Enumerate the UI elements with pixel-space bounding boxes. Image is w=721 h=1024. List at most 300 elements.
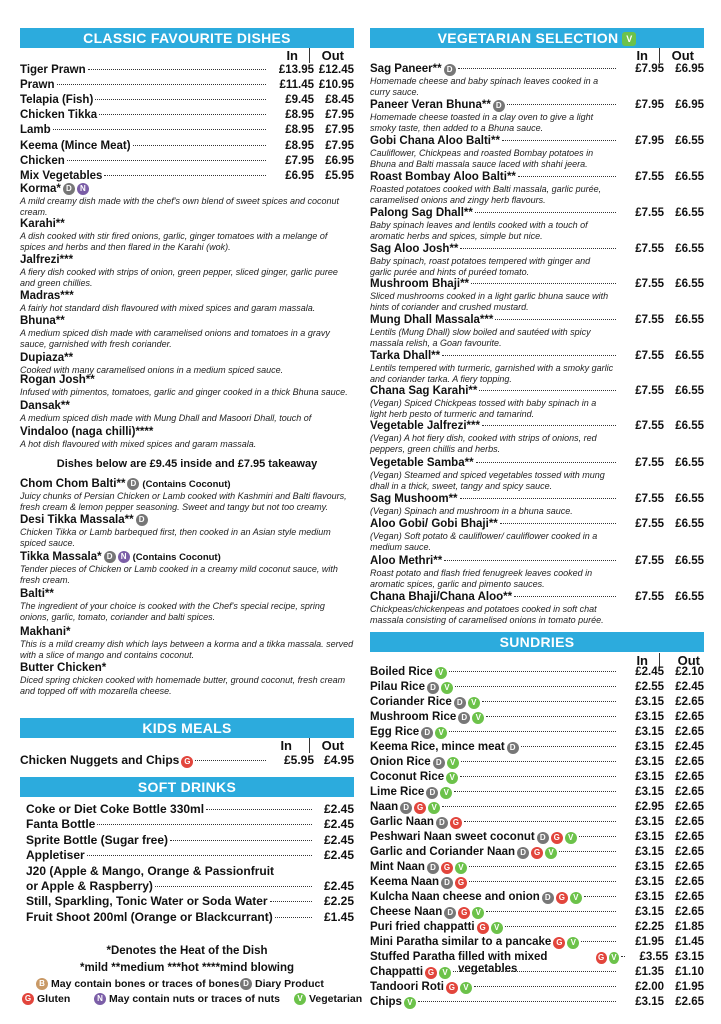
price-in: £3.15 — [635, 786, 664, 798]
menu-item-row — [20, 124, 354, 136]
dish-desc: A mild creamy dish made with the chef's own blend of sweet spices and coconut cream. — [20, 196, 340, 217]
price-out: £10.95 — [318, 79, 354, 92]
dish-block — [20, 374, 354, 398]
dot-leader — [482, 425, 616, 426]
menu-item-row — [20, 155, 354, 167]
dish-name — [20, 352, 354, 365]
item-name: Chappatti — [370, 966, 424, 978]
veg-dish-row — [370, 350, 704, 363]
dairy-icon: D — [542, 892, 554, 904]
item-name: Garlic and Coriander Naan — [370, 846, 516, 858]
veg-dish-desc: Lentils tempered with turmeric, garnished with a smoky garlic and coriander tarka. A fiery topping. — [370, 363, 614, 384]
dot-leader — [476, 462, 616, 463]
drink-row — [26, 802, 354, 816]
menu-item-row — [20, 64, 354, 76]
price-out: £3.15 — [675, 951, 704, 963]
drink-price: £2.25 — [323, 894, 354, 909]
item-note: similar to a pancake — [441, 936, 552, 948]
dish-name — [20, 478, 354, 491]
dish-desc: Chicken Tikka or Lamb barbequed first, then cooked in an Asian style medium spiced sauce. — [20, 527, 331, 548]
dish-desc: A hot dish flavoured with mixed spices and garam massala. — [20, 439, 257, 449]
dot-leader — [471, 283, 616, 284]
menu-item-row — [370, 906, 704, 919]
dot-leader — [507, 104, 616, 105]
vegetarian-icon: V — [570, 892, 582, 904]
price-out: £6.55 — [675, 350, 704, 362]
legend-text: May contain nuts or traces of nuts — [109, 993, 280, 1005]
veg-dish-name: Palong Sag Dhall** — [370, 207, 473, 219]
gluten-icon: G — [556, 892, 568, 904]
price-out: £8.45 — [325, 94, 354, 107]
dish-name — [20, 315, 354, 328]
veg-banner — [370, 28, 704, 48]
price-in: £3.15 — [635, 816, 664, 828]
price-out: £2.65 — [675, 891, 704, 903]
dish-title: Balti** — [20, 588, 54, 600]
item-name: Mix Vegetables — [20, 169, 103, 182]
dot-leader — [474, 986, 616, 987]
gluten-icon: G — [450, 817, 462, 829]
item-note: mince meat — [441, 741, 505, 753]
dairy-icon: D — [427, 862, 439, 874]
veg-dish-desc: (Vegan) Spinach and mushroom in a bhuna sauce. — [370, 506, 573, 516]
price-out: £2.65 — [675, 711, 704, 723]
veg-dish-desc: Homemade cheese and baby spinach leaves cooked in a curry sauce. — [370, 76, 599, 97]
price-out: £6.55 — [675, 207, 704, 219]
price-in: £3.15 — [635, 996, 664, 1008]
dairy-icon: D — [426, 787, 438, 799]
gluten-icon: G — [446, 982, 458, 994]
legend-item — [20, 993, 70, 1005]
gluten-icon: G — [414, 802, 426, 814]
veg-dish — [370, 207, 704, 241]
price-in: £1.35 — [635, 966, 664, 978]
out-header: Out — [677, 653, 700, 668]
menu-item-row — [20, 109, 354, 121]
veg-dish — [370, 314, 704, 348]
drink-price: £2.45 — [323, 879, 354, 893]
dot-leader — [505, 926, 616, 927]
veg-dish-name: Sag Mushoom** — [370, 493, 458, 505]
vegetarian-icon: V — [440, 787, 452, 799]
price-out: £12.45 — [318, 64, 354, 76]
dish-title: Desi Tikka Massala** — [20, 514, 134, 527]
item-note: fried chappatti — [395, 921, 475, 933]
out-header: Out — [671, 48, 694, 63]
drink-name: or Apple & Raspberry) — [26, 879, 153, 893]
dot-leader — [155, 886, 312, 887]
price-out: £6.55 — [675, 314, 704, 326]
drink-name: Sprite Bottle (Sugar free) — [26, 832, 169, 847]
item-name: Lamb — [20, 124, 51, 137]
price-in: £3.15 — [635, 906, 664, 918]
price-in: £8.95 — [285, 109, 314, 122]
gluten-icon: G — [531, 847, 543, 859]
drinks-title: SOFT DRINKS — [137, 779, 237, 795]
dish-title: Dupiaza** — [20, 352, 74, 364]
veg-dish — [370, 63, 704, 97]
price-in: £7.55 — [635, 591, 664, 603]
veg-dish — [370, 278, 704, 312]
heat-key: *mild **medium ***hot ****mind blowing — [79, 962, 295, 974]
menu-item-row — [370, 996, 704, 1009]
dairy-icon: D — [421, 727, 433, 739]
veg-dish-name: Paneer Veran Bhuna** — [370, 99, 491, 111]
price-in: £3.15 — [635, 876, 664, 888]
price-out: £1.45 — [675, 936, 704, 948]
vegetarian-icon: V — [472, 712, 484, 724]
dairy-icon: D — [127, 478, 139, 490]
vegetarian-icon: V — [294, 993, 306, 1005]
price-out: £6.95 — [325, 154, 354, 167]
price-out: £2.45 — [675, 681, 704, 693]
vegetarian-icon: V — [447, 757, 459, 769]
dish-name — [20, 400, 354, 413]
dot-leader — [460, 498, 616, 499]
dish-title: Butter Chicken* — [20, 662, 107, 674]
price-out: £1.10 — [675, 966, 704, 978]
gluten-icon: G — [441, 862, 453, 874]
veg-dish-desc: Roast potato and flash fried fenugreek leaves cooked in aromatic spices, garlic and pimento sauces. — [370, 568, 593, 589]
veg-dish-row — [370, 493, 704, 506]
dairy-icon: D — [444, 64, 456, 76]
dairy-icon: D — [444, 907, 456, 919]
veg-dish-desc: Homemade cheese toasted in a clay oven to give a light smoky taste, then added to a Bhuna sauce. — [370, 112, 594, 133]
dot-leader — [133, 145, 266, 146]
price-in: £3.15 — [635, 711, 664, 723]
menu-item-row — [370, 681, 704, 694]
drink-row — [26, 894, 354, 908]
price-in: £9.45 — [285, 94, 314, 107]
vegetarian-icon: V — [609, 952, 620, 964]
price-out: £6.95 — [675, 63, 704, 75]
menu-item-row — [20, 170, 354, 182]
item-name: Tiger Prawn — [20, 64, 86, 76]
price-in: £7.55 — [635, 171, 664, 183]
menu-item-row — [370, 876, 704, 889]
dot-leader — [275, 917, 312, 918]
dairy-icon: D — [136, 514, 148, 526]
dairy-icon: D — [63, 183, 75, 195]
dish-block — [20, 352, 354, 376]
legend-text: Gluten — [37, 993, 71, 1005]
veg-dish-desc: (Vegan) Spiced Chickpeas tossed with baby spinach in a light herb pesto of turmeric and tamarind. — [370, 398, 597, 419]
gluten-icon: G — [181, 756, 193, 768]
gluten-icon: G — [477, 922, 489, 934]
dish-desc: A medium spiced dish made with Mung Dhall and Masoori Dhall, touch of — [20, 413, 312, 423]
veg-dish — [370, 420, 704, 454]
dot-leader — [464, 821, 616, 822]
dot-leader — [67, 160, 266, 161]
dairy-icon: D — [433, 757, 445, 769]
gluten-icon: G — [551, 832, 563, 844]
price-out: £2.65 — [675, 816, 704, 828]
vegetarian-icon: V — [404, 997, 416, 1009]
dish-title: Vindaloo (naga chilli)**** — [20, 426, 154, 438]
dot-leader — [444, 560, 616, 561]
price-out: £6.55 — [675, 591, 704, 603]
veg-dish-row — [370, 591, 704, 604]
dot-leader — [495, 319, 616, 320]
drink-price: £2.45 — [323, 802, 354, 816]
menu-item-row — [20, 140, 354, 152]
dot-leader — [104, 175, 266, 176]
price-in: £7.55 — [635, 314, 664, 326]
price-out: £6.55 — [675, 171, 704, 183]
price-in: £8.95 — [285, 139, 314, 152]
dish-name — [20, 662, 354, 675]
menu-item-row — [370, 786, 704, 799]
vegetarian-icon: V — [545, 847, 557, 859]
dish-title: Dansak** — [20, 400, 70, 412]
item-name: Peshwari Naan — [370, 831, 452, 843]
price-out: £2.65 — [675, 756, 704, 768]
drink-price: £1.45 — [323, 909, 354, 924]
veg-dish-row — [370, 135, 704, 148]
price-out: £2.45 — [675, 741, 704, 753]
price-out: £2.65 — [675, 696, 704, 708]
dot-leader — [95, 99, 266, 100]
dot-leader — [97, 824, 312, 825]
dish-title: Madras*** — [20, 290, 74, 302]
dish-name — [20, 626, 354, 639]
dot-leader — [500, 523, 616, 524]
price-in: £7.55 — [635, 457, 664, 469]
in-header: In — [286, 48, 298, 63]
price-out: £2.65 — [675, 726, 704, 738]
vegetarian-icon: V — [622, 32, 636, 46]
veg-dish-name: Chana Bhaji/Chana Aloo** — [370, 591, 513, 603]
legend-text: Diary Product — [255, 978, 324, 990]
item-name: Pilau Rice — [370, 681, 425, 693]
vegetarian-icon: V — [439, 967, 451, 979]
dish-extra: (Contains Coconut) — [142, 479, 231, 491]
dish-block — [20, 626, 354, 660]
price-out: £6.55 — [675, 278, 704, 290]
veg-dish-row — [370, 99, 704, 112]
veg-dish-name: Chana Sag Karahi** — [370, 385, 478, 397]
price-out: £2.65 — [675, 876, 704, 888]
dot-leader — [418, 1001, 616, 1002]
item-name: Keema Rice, — [370, 741, 439, 753]
price-out: £7.95 — [325, 139, 354, 152]
veg-dish — [370, 135, 704, 169]
dot-leader — [479, 390, 616, 391]
veg-dish-name: Tarka Dhall** — [370, 350, 441, 362]
sundries-banner — [370, 632, 704, 652]
price-in: £3.15 — [635, 831, 664, 843]
dish-name — [20, 183, 354, 196]
price-in: £3.15 — [635, 846, 664, 858]
legend-item — [34, 978, 239, 990]
dairy-icon: D — [454, 697, 466, 709]
menu-item-row — [370, 846, 704, 859]
gluten-icon: G — [22, 993, 34, 1005]
menu-item-row — [370, 741, 704, 754]
vegetarian-icon: V — [491, 922, 503, 934]
veg-dish-row — [370, 63, 704, 76]
price-out: £4.95 — [323, 753, 354, 767]
vegetarian-icon: V — [435, 727, 447, 739]
dish-block — [20, 254, 354, 288]
classic-title: CLASSIC FAVOURITE DISHES — [83, 30, 291, 46]
dish-title: Korma* — [20, 183, 61, 196]
veg-dish-desc: (Vegan) Steamed and spiced vegetables tossed with mung dhall in a thick, sweet, tangy and spicy sauce. — [370, 470, 605, 491]
dairy-icon: D — [240, 978, 252, 990]
dish-title: Bhuna** — [20, 315, 65, 327]
dairy-icon: D — [537, 832, 549, 844]
price-in: £3.15 — [635, 891, 664, 903]
sundries-title: SUNDRIES — [499, 634, 575, 650]
item-name: Puri — [370, 921, 393, 933]
veg-dish — [370, 493, 704, 517]
price-in: £8.95 — [285, 124, 314, 137]
price-in: £1.95 — [635, 936, 664, 948]
menu-item-row — [370, 726, 704, 739]
vegetarian-icon: V — [428, 802, 440, 814]
dairy-icon: D — [400, 802, 412, 814]
veg-dish-desc: (Vegan) A hot fiery dish, cooked with strips of onions, red peppers, green chillis and herbs. — [370, 433, 597, 454]
menu-item-row — [370, 816, 704, 829]
dot-leader — [99, 114, 266, 115]
item-name: Cheese Naan — [370, 906, 443, 918]
menu-item-row — [370, 801, 704, 814]
price-in: £3.15 — [635, 741, 664, 753]
dish-desc: This is a mild creamy dish which lays between a korma and a tikka massala. served with a slice of mango and contains coconut. — [20, 639, 354, 660]
dot-leader — [469, 866, 616, 867]
price-in: £7.95 — [635, 63, 664, 75]
menu-item-row — [370, 831, 704, 844]
dot-leader — [88, 69, 266, 70]
dot-leader — [469, 881, 616, 882]
veg-dish-desc: Lentils (Mung Dhall) slow boiled and sautéed with spicy massala relish, a Goan favourite. — [370, 327, 591, 348]
veg-dish-row — [370, 518, 704, 531]
price-in: £3.15 — [635, 696, 664, 708]
item-name: Mint Naan — [370, 861, 425, 873]
price-out: £6.55 — [675, 243, 704, 255]
dish-name — [20, 551, 354, 564]
price-out: £6.55 — [675, 493, 704, 505]
veg-dish-row — [370, 171, 704, 184]
classic-banner — [20, 28, 354, 48]
dish-desc: A fairly hot standard dish flavoured with mixed spices and garam massala. — [20, 303, 316, 313]
veg-dish-desc: Roasted potatoes cooked with Balti massala, garlic purée, caramelised onions and zingy herb flavours. — [370, 184, 602, 205]
nuts-icon: N — [94, 993, 106, 1005]
dot-leader — [584, 896, 616, 897]
menu-item-row — [370, 771, 704, 784]
vegetarian-icon: V — [435, 667, 447, 679]
dot-leader — [475, 212, 616, 213]
price-in: £5.95 — [283, 753, 314, 767]
veg-dish — [370, 518, 704, 552]
dot-leader — [460, 776, 616, 777]
veg-dish — [370, 591, 704, 625]
dot-leader — [206, 809, 312, 810]
price-out: £2.65 — [675, 906, 704, 918]
item-name: Chicken Nuggets and Chips — [20, 753, 180, 767]
price-out: £2.65 — [675, 831, 704, 843]
dot-leader — [461, 761, 616, 762]
veg-dish-row — [370, 555, 704, 568]
dish-desc: A dish cooked with stir fired onions, garlic, ginger tomatoes with a melange of spices and herbs and then flared in the Karahi (wok). — [20, 231, 328, 252]
dish-name — [20, 514, 354, 527]
vegetarian-icon: V — [455, 862, 467, 874]
vegetarian-icon: V — [468, 697, 480, 709]
menu-item-row — [370, 711, 704, 724]
column-divider — [309, 738, 310, 753]
price-in: £2.00 — [635, 981, 664, 993]
drink-row — [26, 833, 354, 847]
price-out: £6.55 — [675, 518, 704, 530]
veg-dish-row — [370, 314, 704, 327]
item-name: Kulcha Naan — [370, 891, 440, 903]
price-in: £2.45 — [635, 666, 664, 678]
dot-leader — [87, 855, 312, 856]
dot-leader — [449, 671, 616, 672]
price-out: £2.65 — [675, 861, 704, 873]
dish-desc: Cooked with many caramelised onions in a medium spiced sauce. — [20, 365, 284, 375]
vegetarian-icon: V — [472, 907, 484, 919]
item-name: Boiled Rice — [370, 666, 433, 678]
dairy-icon: D — [507, 742, 519, 754]
dairy-icon: D — [458, 712, 470, 724]
dairy-icon: D — [104, 551, 116, 563]
price-in: £3.55 — [639, 951, 669, 963]
price-in: £7.55 — [635, 518, 664, 530]
veg-dish-desc: Sliced mushrooms cooked in a light garlic bhuna sauce with hints of coriander and crushed mustard. — [370, 291, 609, 312]
dish-desc: Infused with pimentos, tomatoes, garlic and ginger cooked in a thick Bhuna sauce. — [20, 387, 348, 397]
legend-text: May contain bones or traces of bones — [51, 978, 240, 990]
dish-block — [20, 218, 354, 252]
gluten-icon: G — [425, 967, 437, 979]
veg-dish-row — [370, 385, 704, 398]
column-divider — [309, 48, 310, 63]
dish-block — [20, 400, 354, 424]
item-name: Tandoori Roti — [370, 981, 444, 993]
price-in: £7.95 — [285, 154, 314, 167]
dot-leader — [502, 140, 616, 141]
dish-name — [20, 254, 354, 267]
dish-block — [20, 514, 354, 548]
veg-dish — [370, 99, 704, 133]
dot-leader — [579, 836, 616, 837]
dish-title: Jalfrezi*** — [20, 254, 74, 266]
dish-desc: A medium spiced dish made with caramelised onions and tomatoes in a gravy sauce, garnished with fresh coriander. — [20, 328, 330, 349]
out-header: Out — [321, 48, 344, 63]
price-in: £7.55 — [635, 493, 664, 505]
dot-leader — [170, 840, 312, 841]
veg-dish-name: Aloo Gobi/ Gobi Bhaji** — [370, 518, 498, 530]
veg-dish — [370, 385, 704, 419]
drinks-banner — [20, 777, 354, 797]
dot-leader — [486, 911, 616, 912]
price-out: £6.55 — [675, 555, 704, 567]
drink-name: Appletiser — [26, 848, 85, 863]
menu-item-row — [20, 753, 354, 768]
dot-leader — [195, 760, 266, 761]
dish-desc: The ingredient of your choice is cooked with the Chef's special recipe, spring onions, garlic, tomato, coriander and balti spices. — [20, 601, 325, 622]
drink-price: £2.45 — [323, 848, 354, 863]
veg-dish-name: Gobi Chana Aloo Balti** — [370, 135, 500, 147]
item-name: Coconut Rice — [370, 771, 445, 783]
price-out: £6.55 — [675, 420, 704, 432]
price-in: £7.95 — [635, 135, 664, 147]
price-out: £6.95 — [675, 99, 704, 111]
veg-dish-row — [370, 207, 704, 220]
price-out: £2.65 — [675, 771, 704, 783]
drink-row — [26, 910, 354, 924]
legend-item — [92, 993, 280, 1005]
